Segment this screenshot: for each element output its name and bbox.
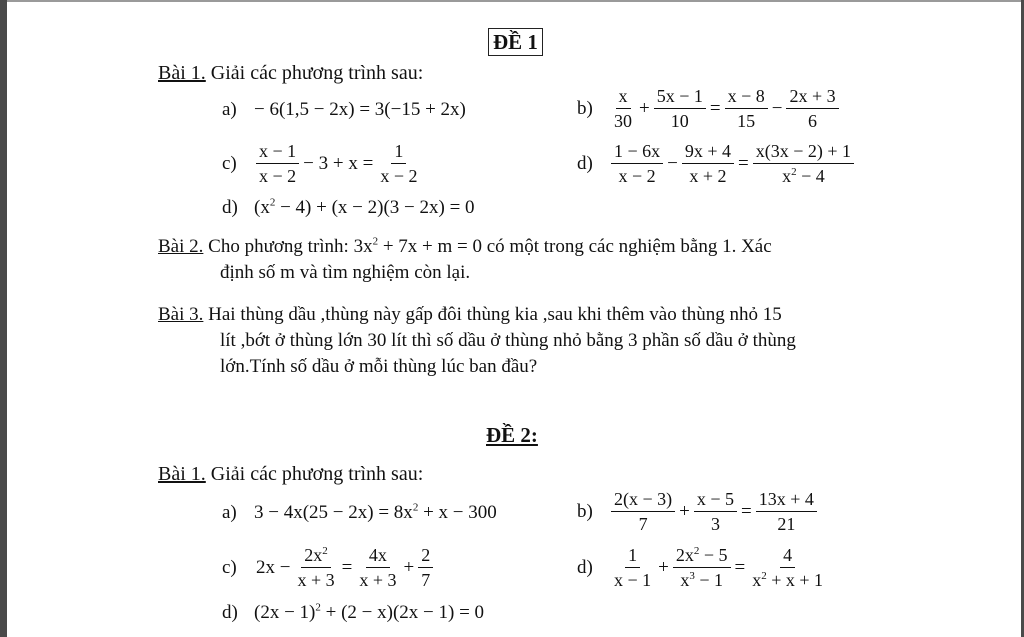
expr-part: (2x − 1) [254,602,316,623]
window-left-edge [0,0,7,637]
operator: = [341,556,353,578]
text-part: Cho phương trình: 3x [203,236,373,257]
frac-den: 15 [737,111,756,131]
de2-eq-a-label: a) [222,502,237,523]
frac-num: 1 [391,141,406,164]
exponent: 2 [269,196,276,209]
frac-den: 10 [670,111,689,131]
de1-bai2-label: Bài 2. [158,236,204,257]
de2-title: ĐỀ 2: [486,423,538,447]
operator: + [639,97,650,119]
operator: + [658,556,669,578]
de1-bai2 [158,234,772,286]
de1-eq-c-frac2 [377,141,420,186]
de1-eq-b-label: b) [577,97,593,119]
den-exp: 2 [761,570,767,582]
frac-num: x − 1 [256,141,299,164]
de2-bai1-text: Giải các phương trình sau: [205,463,424,485]
den-exp: 3 [689,570,695,582]
frac-den: x − 2 [380,166,418,186]
de1-bai1-text: Giải các phương trình sau: [205,62,424,84]
text-part: + 7x + m = 0 có một trong các nghiệm bằng 1. Xác [378,236,772,257]
frac-den: 7 [638,514,648,534]
de1-eq-b-frac2 [654,86,706,131]
frac-num: 4x [366,545,390,568]
de1-eq-c-label: c) [222,152,237,174]
frac-num: x − 5 [694,489,737,512]
den-base: x [782,166,792,186]
frac-den: x − 2 [259,166,297,186]
de1-bai3-label: Bài 3. [158,304,204,325]
de2-eq-b [577,489,819,534]
frac-den: x + 3 [297,570,335,590]
frac-den: 3 [710,514,720,534]
frac-num: x(3x − 2) + 1 [753,141,854,164]
de2-eq-b-frac1 [611,489,675,534]
de1-eq-c-frac1 [256,141,299,186]
den-rest: + x + 1 [766,570,824,590]
frac-den: 30 [614,111,632,131]
frac-den [749,568,826,590]
num-base: 2x [304,545,323,565]
exponent: 2 [412,501,419,514]
de1-bai2-line1 [158,234,772,260]
de1-eq-d2-label: d) [222,197,238,218]
de1-eq-b-frac3 [725,86,768,131]
frac-num: x − 8 [725,86,768,109]
de2-eq-d1-label: d) [577,556,593,578]
text-part: Hai thùng dầu ,thùng này gấp đôi thùng kia ,sau khi thêm vào thùng nhỏ 15 [203,304,782,325]
expr-part: + (2 − x)(2x − 1) = 0 [320,602,485,623]
de2-eq-b-frac2 [694,489,737,534]
de2-eq-d1-frac1 [611,545,654,590]
exponent: 2 [315,601,321,614]
num-base: 2x [675,545,694,565]
de1-eq-d2-expr [254,196,475,220]
de1-eq-d1-frac2 [682,141,734,186]
de1-title: ĐỀ 1 [488,28,543,56]
de1-eq-a [222,98,466,122]
de1-bai1-label: Bài 1. [158,62,206,84]
num-exp: 2 [693,545,700,557]
den-rest: − 1 [694,570,724,590]
de2-eq-d2-expr [254,601,484,625]
frac-num: 2x + 3 [786,86,838,109]
frac-num [301,545,331,568]
frac-den: x − 1 [614,570,652,590]
de2-eq-c-frac3 [418,545,433,590]
de1-eq-d1-frac1 [611,141,663,186]
de1-eq-d1-frac3 [753,141,854,186]
de1-bai3-line3: lớn.Tính số dầu ở mỗi thùng lúc ban đầu? [220,356,538,377]
de2-eq-b-frac3 [756,489,817,534]
exponent: 2 [372,235,379,248]
de2-bai1-label: Bài 1. [158,463,206,485]
de2-eq-d2 [222,601,484,625]
frac-num: 2 [418,545,433,568]
expr-part: 2x − [256,556,291,578]
de1-eq-b [577,86,841,131]
frac-num: 5x − 1 [654,86,706,109]
frac-den: 6 [808,111,818,131]
operator: − [667,152,678,174]
frac-num: 13x + 4 [756,489,817,512]
de2-eq-d1-frac2 [673,545,731,590]
de1-eq-d1-label: d) [577,152,593,174]
den-exp: 2 [791,166,797,178]
de2-eq-b-label: b) [577,500,593,522]
expr-part: (x [254,197,270,218]
frac-num: 1 [625,545,640,568]
frac-den [677,568,726,590]
de1-bai3 [158,302,796,380]
num-rest: − 5 [699,545,728,565]
de2-eq-c [222,545,435,590]
expr-part: 3 − 4x(25 − 2x) = 8x [254,502,413,523]
de1-eq-b-frac4 [786,86,838,131]
de1-bai2-line2: định số m và tìm nghiệm còn lại. [220,262,471,283]
frac-den: x + 2 [689,166,727,186]
expr-part: + x − 300 [418,502,497,523]
de1-eq-d2 [222,196,475,220]
frac-den: x − 2 [618,166,656,186]
frac-den: 21 [777,514,796,534]
de1-eq-c [222,141,422,186]
operator: − 3 + x = [303,152,374,174]
frac-den: 7 [421,570,431,590]
de2-eq-d2-label: d) [222,602,238,623]
frac-num: 9x + 4 [682,141,734,164]
frac-den [779,164,828,186]
frac-num: 1 − 6x [611,141,663,164]
de2-eq-a [222,501,497,525]
de1-bai3-line2: lít ,bớt ở thùng lớn 30 lít thì số dầu ở thùng nhỏ bằng 3 phần số dầu ở thùng [220,330,796,351]
de1-eq-a-expr: − 6(1,5 − 2x) = 3(−15 + 2x) [254,99,466,120]
den-rest: − 4 [796,166,825,186]
operator: = [741,500,752,522]
de2-eq-c-label: c) [222,556,237,578]
num-exp: 2 [322,545,328,557]
den-base: x [752,570,762,590]
frac-num: x [616,86,631,109]
window-top-edge [7,0,1024,2]
expr-part: − 4) + (x − 2)(3 − 2x) = 0 [275,197,475,218]
operator: + [403,556,415,578]
de2-eq-c-frac2 [356,545,399,590]
de1-eq-d1 [577,141,856,186]
de1-eq-a-label: a) [222,99,237,120]
de2-eq-d1-frac3 [749,545,826,590]
operator: = [709,97,721,119]
operator: = [734,556,746,578]
de1-bai1-heading [158,61,423,85]
de1-eq-b-frac1 [611,86,635,131]
operator: − [771,97,783,119]
frac-num: 2(x − 3) [611,489,675,512]
den-base: x [680,570,690,590]
de2-eq-d1 [577,545,828,590]
frac-num: 4 [780,545,795,568]
operator: + [679,500,690,522]
frac-den: x + 3 [359,570,397,590]
frac-num [673,545,731,568]
de1-bai3-line1 [158,302,796,328]
de2-eq-a-expr [254,501,497,525]
de2-bai1-heading [158,462,423,486]
de2-eq-c-frac1 [294,545,337,590]
operator: = [738,152,749,174]
